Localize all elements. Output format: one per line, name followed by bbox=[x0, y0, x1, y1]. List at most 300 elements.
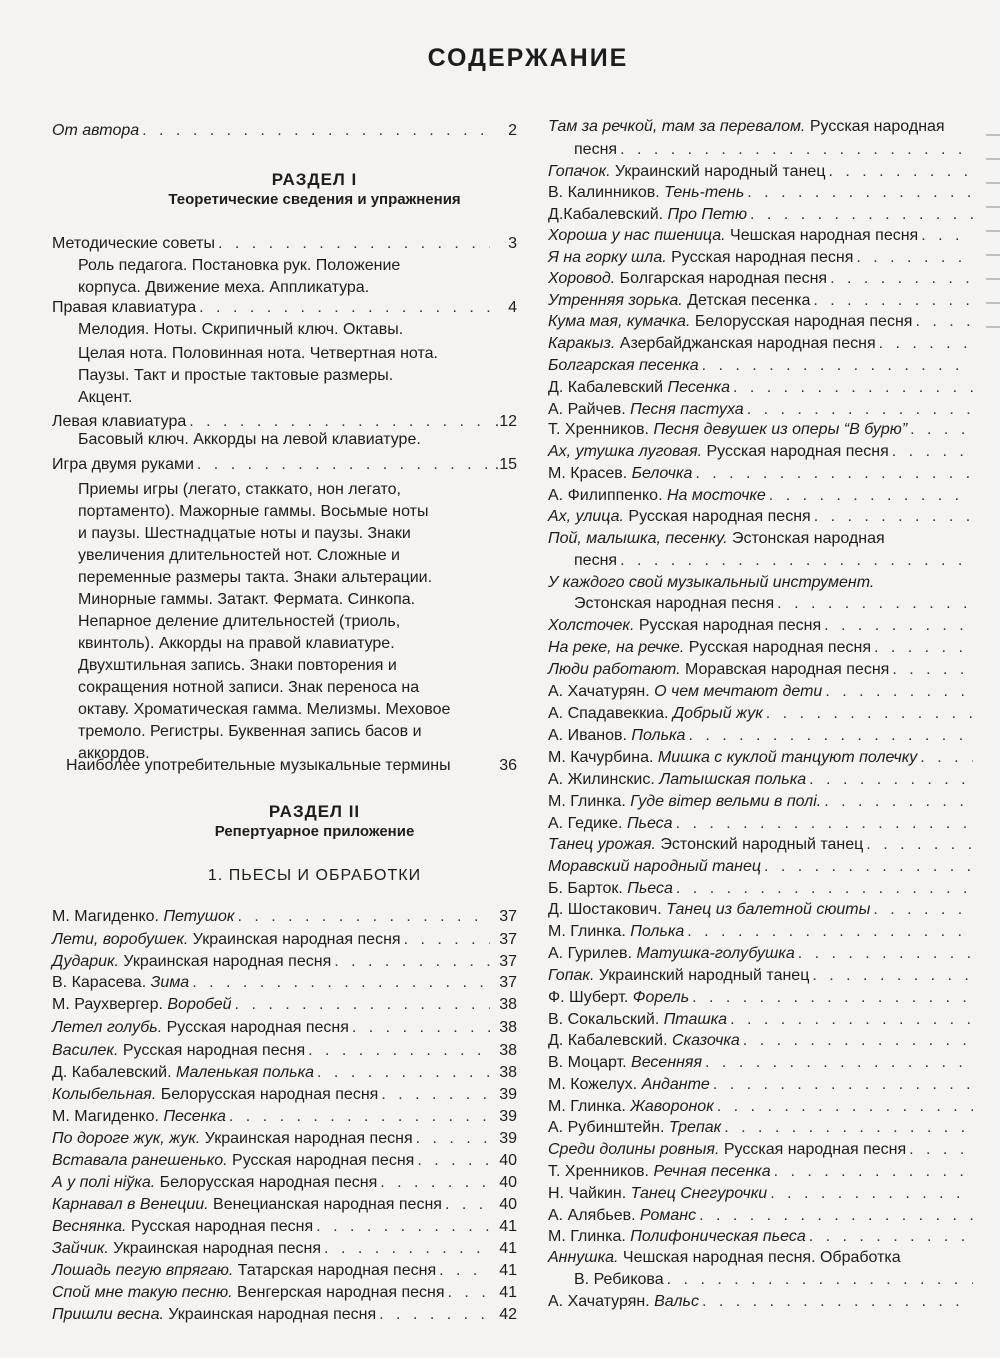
dot-leader bbox=[705, 1053, 973, 1072]
entry-title: Полифоническая пьеса bbox=[630, 1228, 806, 1245]
entry-label: Д. Шостакович. bbox=[548, 901, 667, 918]
entry-text bbox=[548, 1249, 901, 1266]
section-heading: РАЗДЕЛ I bbox=[271, 170, 358, 189]
entry-text bbox=[52, 1239, 321, 1258]
entry-text bbox=[548, 1075, 710, 1094]
dot-leader bbox=[770, 1184, 973, 1203]
page-number: 40 bbox=[499, 1152, 517, 1169]
toc-entry-line bbox=[548, 117, 976, 136]
entry-label: Левая клавиатура bbox=[52, 413, 187, 430]
entry-text bbox=[52, 1063, 314, 1082]
entry-text bbox=[52, 298, 196, 317]
entry-title: Гопачок. bbox=[548, 163, 611, 180]
entry-text bbox=[52, 121, 139, 140]
dot-leader bbox=[380, 1173, 490, 1192]
entry-title: Про Петю bbox=[667, 206, 748, 223]
dot-leader bbox=[713, 1075, 973, 1094]
entry-text bbox=[548, 1031, 740, 1050]
page-number: 37 bbox=[499, 974, 517, 991]
entry-text bbox=[548, 226, 918, 245]
entry-title: Спой мне такую песню. bbox=[52, 1284, 233, 1301]
dot-leader bbox=[404, 930, 490, 949]
dot-leader bbox=[197, 455, 490, 474]
toc-entry bbox=[548, 420, 976, 439]
entry-text bbox=[548, 879, 673, 898]
toc-entry bbox=[548, 770, 976, 789]
dot-leader bbox=[910, 420, 973, 439]
dot-leader bbox=[879, 334, 973, 353]
dot-leader bbox=[830, 269, 973, 288]
entry-label: Б. Барток. bbox=[548, 880, 628, 897]
entry-label: М. Глинка. bbox=[548, 923, 631, 940]
entry-label: М. Красев. bbox=[548, 465, 632, 482]
entry-text bbox=[52, 1085, 378, 1104]
dot-leader bbox=[218, 234, 490, 253]
entry-text bbox=[548, 944, 795, 963]
description-line: сокращения нотной записи. Знак переноса на bbox=[78, 679, 420, 696]
page-number: 40 bbox=[499, 1174, 517, 1191]
entry-label: Эстонский народный танец bbox=[655, 836, 864, 853]
dot-leader bbox=[317, 1063, 490, 1082]
dot-leader bbox=[687, 922, 973, 941]
entry-title: Романс bbox=[640, 1207, 697, 1224]
entry-text bbox=[52, 1107, 226, 1126]
entry-title: Утренняя зорька. bbox=[548, 292, 683, 309]
dot-leader bbox=[667, 1270, 973, 1289]
entry-title: Маленькая полька bbox=[175, 1064, 315, 1081]
dot-leader bbox=[199, 298, 490, 317]
entry-text bbox=[548, 966, 809, 985]
entry-text bbox=[52, 973, 189, 992]
dot-leader bbox=[676, 879, 973, 898]
toc-entry bbox=[52, 1063, 517, 1082]
entry-label: Украинский народный танец bbox=[594, 967, 810, 984]
entry-label: Русская народная песня bbox=[684, 639, 871, 656]
entry-label: А. Хачатурян. bbox=[548, 1293, 655, 1310]
dot-leader bbox=[809, 770, 973, 789]
toc-entry bbox=[548, 900, 976, 919]
dot-leader bbox=[730, 1010, 973, 1029]
dot-leader bbox=[777, 594, 973, 613]
entry-label: Игра двумя руками bbox=[52, 456, 194, 473]
entry-text bbox=[548, 748, 917, 767]
entry-label: Русская народная песня bbox=[162, 1019, 349, 1036]
entry-text bbox=[574, 594, 774, 613]
entry-label: М. Магиденко. bbox=[52, 1108, 164, 1125]
toc-entry bbox=[52, 1261, 517, 1280]
toc-entry bbox=[548, 1031, 976, 1050]
entry-title: Лети, воробушек. bbox=[52, 931, 189, 948]
page-number: .15 bbox=[494, 456, 517, 473]
toc-entry bbox=[548, 334, 976, 353]
entry-title: Болгарская песенка bbox=[548, 357, 699, 374]
entry-text bbox=[52, 234, 215, 253]
entry-text bbox=[548, 1292, 699, 1311]
page-number: 39 bbox=[499, 1108, 517, 1125]
entry-title: Гопак. bbox=[548, 967, 595, 984]
entry-label: М. Раухвергер. bbox=[52, 996, 168, 1013]
dot-leader bbox=[192, 973, 490, 992]
toc-entry bbox=[52, 1239, 517, 1258]
entry-title: По дороге жук, жук. bbox=[52, 1130, 201, 1147]
entry-title: Хороша у нас пшеница. bbox=[548, 227, 726, 244]
toc-entry bbox=[52, 995, 517, 1014]
dot-leader bbox=[809, 1227, 973, 1246]
entry-text bbox=[52, 995, 232, 1014]
entry-title: Карнавал в Венеции. bbox=[52, 1196, 209, 1213]
entry-label: М. Глинка. bbox=[548, 1098, 631, 1115]
entry-text bbox=[574, 140, 617, 159]
page-number: 39 bbox=[499, 1130, 517, 1147]
entry-label: песня bbox=[574, 552, 618, 569]
entry-label: А. Райчев. bbox=[548, 401, 631, 418]
toc-entry bbox=[52, 1173, 517, 1192]
page-number: 38 bbox=[499, 1042, 517, 1059]
entry-label: Татарская народная песня bbox=[233, 1262, 437, 1279]
entry-text bbox=[52, 1261, 436, 1280]
page-title: СОДЕРЖАНИЕ bbox=[427, 44, 629, 72]
toc-entry bbox=[52, 973, 517, 992]
entry-title: Песенка bbox=[667, 379, 730, 396]
dot-leader bbox=[445, 1195, 490, 1214]
dot-leader bbox=[824, 616, 973, 635]
toc-entry bbox=[548, 966, 976, 985]
toc-entry bbox=[548, 988, 976, 1007]
dot-leader bbox=[381, 1085, 490, 1104]
toc-entry bbox=[548, 1118, 976, 1137]
description-line: тремоло. Регистры. Буквенная запись басов и bbox=[78, 723, 422, 740]
entry-title: От автора bbox=[52, 122, 140, 139]
dot-leader bbox=[142, 121, 490, 140]
description-line: Приемы игры (легато, стаккато, нон легато, bbox=[78, 481, 401, 498]
dot-leader bbox=[416, 1129, 490, 1148]
toc-entry bbox=[548, 638, 976, 657]
entry-title: Пташка bbox=[663, 1011, 728, 1028]
dot-leader bbox=[724, 1118, 973, 1137]
entry-text bbox=[548, 378, 730, 397]
entry-label: Ф. Шуберт. bbox=[548, 989, 633, 1006]
entry-title: Пьеса bbox=[626, 815, 673, 832]
toc-entry bbox=[548, 660, 976, 679]
dot-leader bbox=[702, 1292, 973, 1311]
entry-title: Песенка bbox=[163, 1108, 226, 1125]
toc-entry bbox=[548, 356, 976, 375]
entry-label: Т. Хренников. bbox=[548, 1163, 654, 1180]
entry-title: У каждого свой музыкальный инструмент. bbox=[548, 574, 875, 591]
toc-entry bbox=[548, 442, 976, 461]
dot-leader bbox=[417, 1151, 490, 1170]
dot-leader bbox=[448, 1283, 490, 1302]
toc-entry bbox=[548, 616, 976, 635]
entry-title: Дударик. bbox=[52, 953, 119, 970]
page-number: .12 bbox=[494, 413, 517, 430]
entry-label: В. Карасева. bbox=[52, 974, 151, 991]
entry-label: А. Гедике. bbox=[548, 815, 627, 832]
entry-title: Кума мая, кумачка. bbox=[548, 313, 691, 330]
dot-leader bbox=[769, 486, 973, 505]
entry-title: Колыбельная. bbox=[52, 1086, 157, 1103]
entry-label: А. Филиппенко. bbox=[548, 487, 667, 504]
toc-entry bbox=[548, 704, 976, 723]
dot-leader bbox=[892, 442, 973, 461]
page-number: 41 bbox=[499, 1218, 517, 1235]
entry-title: Петушок bbox=[163, 908, 235, 925]
entry-title: Я на горку шла. bbox=[548, 249, 667, 266]
entry-text bbox=[52, 930, 401, 949]
entry-text bbox=[548, 770, 806, 789]
entry-label: М. Магиденко. bbox=[52, 908, 164, 925]
entry-text bbox=[548, 400, 744, 419]
entry-text bbox=[52, 1018, 349, 1037]
entry-text bbox=[52, 1173, 377, 1192]
entry-title: Люди работают. bbox=[548, 661, 681, 678]
entry-label: Белорусская народная песня bbox=[155, 1174, 378, 1191]
entry-text bbox=[548, 1162, 771, 1181]
entry-title: Пришли весна. bbox=[52, 1306, 164, 1323]
dot-leader bbox=[439, 1261, 490, 1280]
toc-entry bbox=[548, 1053, 976, 1072]
page-number: 37 bbox=[499, 908, 517, 925]
entry-title: Танец Снегурочки bbox=[630, 1185, 768, 1202]
dot-leader bbox=[676, 814, 973, 833]
page-number: 40 bbox=[499, 1196, 517, 1213]
entry-title: Летел голубь. bbox=[52, 1019, 163, 1036]
entry-title: Полька bbox=[631, 727, 686, 744]
entry-label: Украинский народный танец bbox=[610, 163, 826, 180]
entry-title: Песня пастуха bbox=[630, 401, 744, 418]
dot-leader bbox=[892, 660, 973, 679]
entry-title: Танец из балетной сюиты bbox=[666, 901, 871, 918]
entry-label: Эстонская народная песня bbox=[574, 595, 775, 612]
entry-title: На мосточке bbox=[666, 487, 766, 504]
toc-entry bbox=[548, 594, 976, 613]
entry-label: А. Алябьев. bbox=[548, 1207, 641, 1224]
toc-entry bbox=[52, 907, 517, 926]
entry-text bbox=[52, 1217, 313, 1236]
toc-entry bbox=[52, 234, 517, 253]
page-number: 41 bbox=[499, 1284, 517, 1301]
entry-text bbox=[52, 1129, 413, 1148]
entry-label: Русская народная песня bbox=[702, 443, 889, 460]
entry-title: Пьеса bbox=[627, 880, 673, 897]
dot-leader bbox=[798, 944, 973, 963]
page-number: 36 bbox=[499, 757, 517, 774]
entry-text bbox=[548, 792, 821, 811]
dot-leader bbox=[825, 682, 973, 701]
section-heading: Репертуарное приложение bbox=[214, 823, 415, 840]
entry-text bbox=[548, 420, 907, 439]
page-number: 2 bbox=[508, 122, 517, 139]
entry-label: Чешская народная песня. Обработка bbox=[618, 1249, 901, 1266]
toc-entry bbox=[548, 1270, 976, 1289]
entry-label: Белорусская народная песня bbox=[690, 313, 913, 330]
entry-title: Там за речкой, там за перевалом. bbox=[548, 118, 806, 135]
entry-text bbox=[548, 1184, 767, 1203]
entry-text bbox=[548, 291, 810, 310]
toc-entry bbox=[52, 952, 517, 971]
entry-label: Методические советы bbox=[52, 235, 215, 252]
entry-label: Болгарская народная песня bbox=[615, 270, 828, 287]
entry-text bbox=[548, 1118, 721, 1137]
dot-leader bbox=[750, 205, 973, 224]
entry-text bbox=[52, 1305, 376, 1324]
entry-label: Наиболее употребительные музыкальные термины bbox=[66, 757, 451, 774]
entry-label: Русская народная песня bbox=[634, 617, 822, 634]
dot-leader bbox=[692, 988, 973, 1007]
toc-entry bbox=[52, 1041, 517, 1060]
description-line: Двухштильная запись. Знаки повторения и bbox=[78, 657, 397, 674]
entry-title: Полька bbox=[630, 923, 685, 940]
section-heading: РАЗДЕЛ II bbox=[268, 802, 361, 821]
entry-label: Украинская народная песня bbox=[163, 1306, 377, 1323]
dot-leader bbox=[766, 704, 973, 723]
section-heading: Теоретические сведения и упражнения bbox=[168, 191, 461, 208]
entry-text bbox=[548, 486, 766, 505]
entry-label: Н. Чайкин. bbox=[548, 1185, 631, 1202]
description-line: Роль педагога. Постановка рук. Положение bbox=[78, 257, 401, 274]
entry-text bbox=[548, 442, 889, 461]
toc-entry bbox=[52, 412, 517, 431]
entry-title: Вставала ранешенько. bbox=[52, 1152, 228, 1169]
dot-leader bbox=[813, 291, 973, 310]
entry-label: Русская народная песня bbox=[118, 1042, 306, 1059]
dot-leader bbox=[189, 412, 490, 431]
entry-label: Белорусская народная песня bbox=[156, 1086, 379, 1103]
entry-text bbox=[548, 682, 822, 701]
entry-label: Д. Кабалевский. bbox=[548, 1032, 672, 1049]
entry-title: Весенняя bbox=[631, 1054, 703, 1071]
toc-entry bbox=[548, 269, 976, 288]
dot-leader bbox=[747, 183, 973, 202]
entry-text bbox=[548, 726, 685, 745]
entry-text bbox=[52, 1151, 414, 1170]
description-line: квинтоль). Аккорды на правой клавиатуре. bbox=[78, 635, 395, 652]
page-edge-decoration bbox=[986, 120, 1000, 340]
toc-entry bbox=[548, 205, 976, 224]
entry-label: Украинская народная песня bbox=[200, 1130, 413, 1147]
page-number: 41 bbox=[499, 1262, 517, 1279]
entry-label: М. Кожелух. bbox=[548, 1076, 642, 1093]
description-line: и паузы. Шестнадцатые ноты и паузы. Знаки bbox=[78, 525, 411, 542]
entry-text bbox=[548, 1053, 702, 1072]
entry-label: Т. Хренников. bbox=[548, 421, 654, 438]
entry-title: Зима bbox=[150, 974, 190, 991]
page-number: 42 bbox=[499, 1306, 517, 1323]
toc-entry bbox=[548, 1227, 976, 1246]
entry-title: Вальс bbox=[654, 1293, 699, 1310]
toc-entry bbox=[548, 1010, 976, 1029]
dot-leader bbox=[824, 792, 973, 811]
toc-entry bbox=[548, 248, 976, 267]
entry-label: Украинская народная песня bbox=[118, 953, 332, 970]
entry-text bbox=[548, 356, 699, 375]
description-line: корпуса. Движение меха. Аппликатура. bbox=[78, 279, 370, 296]
description-line: аккордов. bbox=[78, 745, 150, 762]
entry-text bbox=[52, 412, 186, 431]
entry-label: Детская песенка bbox=[682, 292, 811, 309]
entry-title: Ах, улица. bbox=[548, 508, 624, 525]
toc-entry-line bbox=[548, 1248, 976, 1267]
entry-text bbox=[548, 616, 821, 635]
toc-entry bbox=[52, 1085, 517, 1104]
toc-entry bbox=[548, 726, 976, 745]
entry-text bbox=[548, 464, 692, 483]
dot-leader bbox=[316, 1217, 490, 1236]
entry-title: Ах, утушка луговая. bbox=[548, 443, 703, 460]
entry-label: А. Иванов. bbox=[548, 727, 632, 744]
toc-entry bbox=[548, 226, 976, 245]
entry-title: Трепак bbox=[668, 1119, 722, 1136]
entry-text bbox=[548, 162, 825, 181]
toc-entry bbox=[52, 1129, 517, 1148]
entry-text bbox=[548, 814, 673, 833]
entry-text bbox=[548, 900, 870, 919]
entry-text bbox=[548, 507, 811, 526]
page-number: 39 bbox=[499, 1086, 517, 1103]
dot-leader bbox=[334, 952, 490, 971]
entry-title: Холсточек. bbox=[548, 617, 635, 634]
toc-entry bbox=[52, 455, 517, 474]
dot-leader bbox=[620, 551, 973, 570]
toc-entry bbox=[548, 835, 976, 854]
entry-label: Русская народная песня bbox=[666, 249, 854, 266]
dot-leader bbox=[920, 748, 973, 767]
toc-entry bbox=[548, 1206, 976, 1225]
entry-title: Танец урожая. bbox=[548, 836, 656, 853]
page-number: 4 bbox=[508, 299, 517, 316]
page-number: 3 bbox=[508, 235, 517, 252]
entry-label: песня bbox=[574, 141, 618, 158]
dot-leader bbox=[874, 638, 973, 657]
page-number: 38 bbox=[499, 1064, 517, 1081]
toc-entry bbox=[52, 930, 517, 949]
description-line: Минорные гаммы. Затакт. Фермата. Синкопа. bbox=[78, 591, 416, 608]
entry-label: Д.Кабалевский. bbox=[548, 206, 668, 223]
entry-text bbox=[548, 1206, 696, 1225]
toc-entry-line bbox=[548, 573, 976, 592]
page-number: 38 bbox=[499, 1019, 517, 1036]
entry-label: М. Качурбина. bbox=[548, 749, 658, 766]
entry-title: Среди долины ровныя. bbox=[548, 1141, 720, 1158]
dot-leader bbox=[699, 1206, 973, 1225]
dot-leader bbox=[856, 248, 973, 267]
dot-leader bbox=[235, 995, 490, 1014]
entry-title: Матушка-голубушка bbox=[636, 945, 795, 962]
entry-title: Лошадь пегую впрягаю. bbox=[52, 1262, 234, 1279]
entry-text bbox=[548, 334, 876, 353]
description-line: Акцент. bbox=[78, 389, 133, 406]
dot-leader bbox=[747, 400, 973, 419]
dot-leader bbox=[812, 966, 973, 985]
dot-leader bbox=[733, 378, 973, 397]
entry-title: На реке, на речке. bbox=[548, 639, 685, 656]
toc-entry bbox=[52, 1018, 517, 1037]
dot-leader bbox=[828, 162, 973, 181]
entry-label: В. Ребикова bbox=[574, 1271, 664, 1288]
entry-label: Украинская народная песня bbox=[188, 931, 401, 948]
toc-entry bbox=[548, 1140, 976, 1159]
entry-label: Д. Кабалевский. bbox=[52, 1064, 176, 1081]
toc-entry bbox=[548, 1292, 976, 1311]
entry-label: Русская народная песня bbox=[227, 1152, 415, 1169]
dot-leader bbox=[814, 507, 973, 526]
entry-label: Русская народная песня bbox=[623, 508, 811, 525]
entry-text bbox=[52, 907, 234, 926]
toc-entry bbox=[548, 486, 976, 505]
description-line: переменные размеры такта. Знаки альтерации. bbox=[78, 569, 433, 586]
entry-text bbox=[52, 1283, 445, 1302]
entry-text bbox=[548, 183, 744, 202]
